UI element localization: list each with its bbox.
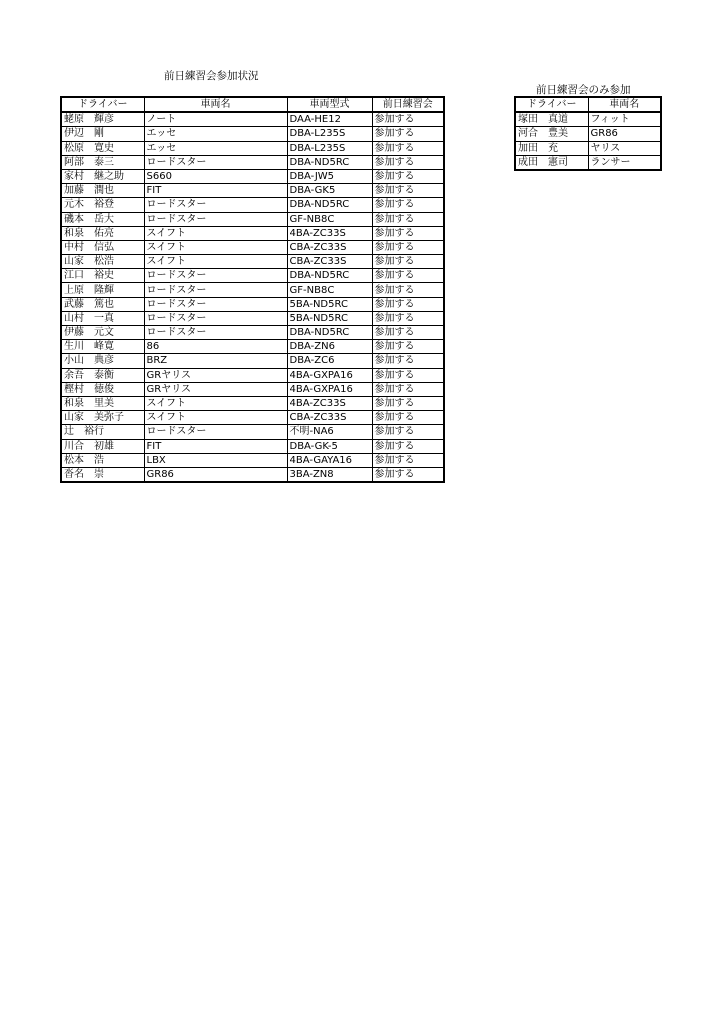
car-model-cell: 5BA-ND5RC	[287, 311, 372, 325]
driver-cell: 成田 憲司	[515, 155, 588, 170]
practice-status-cell: 参加する	[372, 453, 444, 467]
car-model-cell: DBA-ND5RC	[287, 198, 372, 212]
car-name-cell: スイフト	[144, 396, 287, 410]
table-row	[61, 226, 444, 240]
main-table-title: 前日練習会参加状況	[164, 70, 259, 82]
practice-status-cell: 参加する	[372, 226, 444, 240]
table-row	[515, 155, 661, 170]
car-model-cell: 4BA-ZC33S	[287, 396, 372, 410]
table-row	[61, 184, 444, 198]
car-name-cell: ロードスター	[144, 297, 287, 311]
car-model-cell: GF-NB8C	[287, 283, 372, 297]
practice-status-cell: 参加する	[372, 283, 444, 297]
table-row	[61, 255, 444, 269]
car-name-cell: ロードスター	[144, 326, 287, 340]
practice-status-cell: 参加する	[372, 155, 444, 169]
practice-status-cell: 参加する	[372, 169, 444, 183]
car-name-cell: フィット	[588, 112, 661, 127]
driver-cell: 川合 初雄	[61, 439, 144, 453]
car-name-cell: スイフト	[144, 240, 287, 254]
driver-cell: 余吾 泰衡	[61, 368, 144, 382]
practice-status-cell: 参加する	[372, 425, 444, 439]
driver-cell: 山村 一真	[61, 311, 144, 325]
car-model-cell: DBA-L235S	[287, 141, 372, 155]
driver-cell: 河合 豊美	[515, 127, 588, 141]
car-name-cell: ロードスター	[144, 198, 287, 212]
car-name-cell: GR86	[144, 467, 287, 482]
car-model-cell: DBA-ND5RC	[287, 269, 372, 283]
car-name-cell: GRヤリス	[144, 368, 287, 382]
table-row	[61, 169, 444, 183]
car-model-cell: DBA-ZC6	[287, 354, 372, 368]
driver-cell: 山家 松浩	[61, 255, 144, 269]
car-model-cell: 3BA-ZN8	[287, 467, 372, 482]
driver-cell: 松原 寛史	[61, 141, 144, 155]
practice-status-cell: 参加する	[372, 141, 444, 155]
table-row	[61, 127, 444, 141]
car-model-cell: DBA-ZN6	[287, 340, 372, 354]
table-row	[515, 127, 661, 141]
car-model-cell: DBA-ND5RC	[287, 155, 372, 169]
table-row	[61, 326, 444, 340]
table-row	[61, 269, 444, 283]
car-name-cell: スイフト	[144, 255, 287, 269]
practice-status-cell: 参加する	[372, 396, 444, 410]
driver-cell: 伊藤 元文	[61, 326, 144, 340]
table-row	[61, 212, 444, 226]
driver-cell: 阿部 泰三	[61, 155, 144, 169]
table-header-row	[515, 97, 661, 112]
car-name-cell: ロードスター	[144, 283, 287, 297]
practice-status-cell: 参加する	[372, 212, 444, 226]
table-row	[61, 411, 444, 425]
car-name-cell: エッセ	[144, 127, 287, 141]
column-header-car-name: 車両名	[144, 97, 287, 112]
table-row	[515, 141, 661, 155]
practice-status-cell: 参加する	[372, 354, 444, 368]
car-name-cell: スイフト	[144, 411, 287, 425]
table-row	[61, 340, 444, 354]
car-name-cell: ヤリス	[588, 141, 661, 155]
practice-status-cell: 参加する	[372, 311, 444, 325]
car-name-cell: ノート	[144, 112, 287, 127]
table-row	[61, 283, 444, 297]
table-row	[61, 467, 444, 482]
car-model-cell: 4BA-GXPA16	[287, 368, 372, 382]
car-model-cell: 4BA-GXPA16	[287, 382, 372, 396]
car-model-cell: DBA-ND5RC	[287, 326, 372, 340]
side-table-body	[515, 112, 661, 170]
driver-cell: 沓名 崇	[61, 467, 144, 482]
driver-cell: 加田 充	[515, 141, 588, 155]
practice-status-cell: 参加する	[372, 112, 444, 127]
car-name-cell: ロードスター	[144, 311, 287, 325]
driver-cell: 山家 美弥子	[61, 411, 144, 425]
car-name-cell: ロードスター	[144, 269, 287, 283]
table-row	[61, 382, 444, 396]
driver-cell: 江口 裕史	[61, 269, 144, 283]
driver-cell: 塚田 真道	[515, 112, 588, 127]
table-row	[61, 155, 444, 169]
column-header-driver: ドライバー	[515, 97, 588, 112]
car-name-cell: LBX	[144, 453, 287, 467]
column-header-practice: 前日練習会	[372, 97, 444, 112]
car-name-cell: GRヤリス	[144, 382, 287, 396]
table-row	[61, 141, 444, 155]
main-table-body	[61, 112, 444, 482]
column-header-car-name: 車両名	[588, 97, 661, 112]
practice-status-cell: 参加する	[372, 411, 444, 425]
car-name-cell: スイフト	[144, 226, 287, 240]
column-header-driver: ドライバー	[61, 97, 144, 112]
driver-cell: 樫村 徳俊	[61, 382, 144, 396]
table-row	[61, 311, 444, 325]
table-row	[61, 198, 444, 212]
table-row	[61, 439, 444, 453]
table-header-row	[61, 97, 444, 112]
driver-cell: 武藤 篤也	[61, 297, 144, 311]
car-model-cell: 4BA-ZC33S	[287, 226, 372, 240]
side-table-title: 前日練習会のみ参加	[536, 84, 631, 96]
car-model-cell: DBA-GK5	[287, 184, 372, 198]
car-name-cell: BRZ	[144, 354, 287, 368]
practice-status-cell: 参加する	[372, 382, 444, 396]
car-name-cell: FIT	[144, 184, 287, 198]
practice-status-cell: 参加する	[372, 297, 444, 311]
practice-status-cell: 参加する	[372, 127, 444, 141]
car-name-cell: 86	[144, 340, 287, 354]
practice-status-cell: 参加する	[372, 269, 444, 283]
car-model-cell: CBA-ZC33S	[287, 255, 372, 269]
table-row	[61, 425, 444, 439]
car-model-cell: CBA-ZC33S	[287, 240, 372, 254]
car-name-cell: FIT	[144, 439, 287, 453]
car-name-cell: GR86	[588, 127, 661, 141]
table-row	[515, 112, 661, 127]
car-model-cell: 不明-NA6	[287, 425, 372, 439]
table-row	[61, 297, 444, 311]
driver-cell: 上原 隆輝	[61, 283, 144, 297]
table-row	[61, 354, 444, 368]
car-model-cell: DAA-HE12	[287, 112, 372, 127]
practice-status-cell: 参加する	[372, 255, 444, 269]
practice-status-cell: 参加する	[372, 240, 444, 254]
car-model-cell: GF-NB8C	[287, 212, 372, 226]
practice-status-cell: 参加する	[372, 439, 444, 453]
driver-cell: 生川 峰寛	[61, 340, 144, 354]
driver-cell: 辻 裕行	[61, 425, 144, 439]
driver-cell: 家村 継之助	[61, 169, 144, 183]
table-row	[61, 453, 444, 467]
practice-status-cell: 参加する	[372, 184, 444, 198]
car-name-cell: S660	[144, 169, 287, 183]
driver-cell: 磯本 岳大	[61, 212, 144, 226]
driver-cell: 和泉 佑亮	[61, 226, 144, 240]
car-name-cell: エッセ	[144, 141, 287, 155]
car-model-cell: CBA-ZC33S	[287, 411, 372, 425]
car-name-cell: ランサー	[588, 155, 661, 170]
practice-status-cell: 参加する	[372, 340, 444, 354]
car-name-cell: ロードスター	[144, 155, 287, 169]
practice-status-cell: 参加する	[372, 368, 444, 382]
car-model-cell: 5BA-ND5RC	[287, 297, 372, 311]
driver-cell: 伊辺 剛	[61, 127, 144, 141]
practice-participation-table	[60, 96, 445, 483]
car-model-cell: DBA-L235S	[287, 127, 372, 141]
practice-only-table	[514, 96, 662, 171]
driver-cell: 加藤 潤也	[61, 184, 144, 198]
driver-cell: 元木 裕登	[61, 198, 144, 212]
practice-status-cell: 参加する	[372, 198, 444, 212]
table-row	[61, 396, 444, 410]
driver-cell: 松本 浩	[61, 453, 144, 467]
car-model-cell: DBA-JW5	[287, 169, 372, 183]
driver-cell: 和泉 里美	[61, 396, 144, 410]
driver-cell: 蛯原 輝彦	[61, 112, 144, 127]
practice-status-cell: 参加する	[372, 326, 444, 340]
driver-cell: 小山 典彦	[61, 354, 144, 368]
table-row	[61, 368, 444, 382]
car-model-cell: DBA-GK-5	[287, 439, 372, 453]
practice-status-cell: 参加する	[372, 467, 444, 482]
car-name-cell: ロードスター	[144, 212, 287, 226]
car-name-cell: ロードスター	[144, 425, 287, 439]
driver-cell: 中村 信弘	[61, 240, 144, 254]
car-model-cell: 4BA-GAYA16	[287, 453, 372, 467]
table-row	[61, 240, 444, 254]
table-row	[61, 112, 444, 127]
column-header-car-model: 車両型式	[287, 97, 372, 112]
